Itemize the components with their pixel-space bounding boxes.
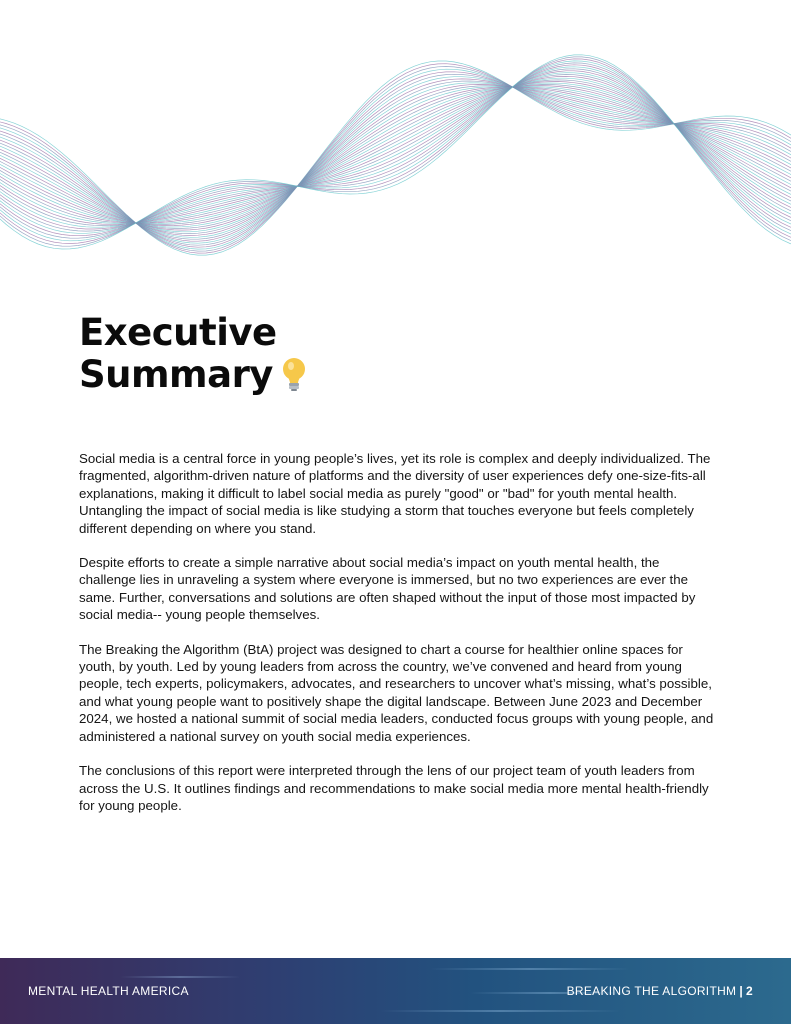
footer-report-title: BREAKING THE ALGORITHM xyxy=(566,984,737,998)
page-number: 2 xyxy=(746,984,753,998)
page-footer xyxy=(0,958,791,1024)
lightbulb-icon xyxy=(281,357,307,402)
paragraph-4: The conclusions of this report were interpreted through the lens of our project team of youth leaders from across the U.S. It outlines findings and recommendations to make social media more mental health-friendly for young people. xyxy=(79,763,709,813)
wave-strand xyxy=(0,84,791,224)
footer-separator: | xyxy=(739,984,744,998)
wave-strand xyxy=(0,75,791,226)
wave-strand xyxy=(0,79,791,241)
wave-strand xyxy=(0,76,791,224)
wave-strand xyxy=(0,83,791,238)
wave-strand xyxy=(0,83,791,224)
wave-strand xyxy=(0,80,791,223)
body-text xyxy=(79,450,719,831)
paragraph-1: Social media is a central force in young people’s lives, yet its role is complex and deeply individualized. The fragmented, algorithm-driven nature of platforms and the diversity of user experiences defy one-size-fits-all explanations, making it difficult to label social media as purely "good" or "bad" for youth mental health. Untangling the impact of social media is like studying a storm that touches everyone but feels completely different depending on where you stand. xyxy=(79,451,711,536)
decorative-wave-graphic xyxy=(0,40,791,270)
page-title xyxy=(79,312,307,402)
wave-strand xyxy=(0,86,791,227)
wave-strand xyxy=(0,78,791,223)
wave-strand xyxy=(0,71,791,229)
title-line-2-text: Summary xyxy=(79,353,273,396)
footer-report-label xyxy=(567,984,753,998)
title-line-1: Executive xyxy=(79,311,277,354)
paragraph-2: Despite efforts to create a simple narrative about social media’s impact on youth mental health, the challenge lies in unraveling a system where everyone is immersed, but no two experiences are ever the same. Further, conversations and solutions are often shaped without the input of those most impacted by social media-- young people themselves. xyxy=(79,555,696,623)
paragraph-3: The Breaking the Algorithm (BtA) project was designed to chart a course for healthier online spaces for youth, by youth. Led by young leaders from across the country, we’ve convened and heard from young people, tech experts, policymakers, advocates, and researchers to uncover what’s missing, what’s possible, and what young people want to positively shape the digital landscape. Between June 2023 and December 2024, we hosted a national summit of social media leaders, conducted focus groups with young people, and administered a national survey on youth social media experiences. xyxy=(79,641,714,744)
footer-org-name: MENTAL HEALTH AMERICA xyxy=(28,984,189,998)
title-line-2 xyxy=(79,354,307,402)
